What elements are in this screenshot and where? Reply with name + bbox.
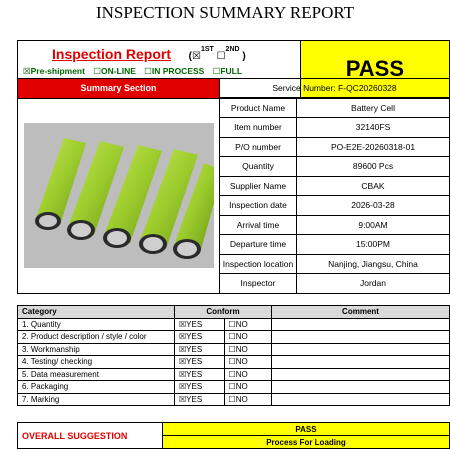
field-value: Nanjing, Jiangsu, China <box>297 254 450 274</box>
category-name: 5. Data measurement <box>18 368 175 381</box>
comment-cell[interactable] <box>272 318 450 331</box>
checked-box-icon: ☒ <box>179 319 187 329</box>
category-name: 7. Marking <box>18 393 175 406</box>
overall-suggestion <box>17 422 450 449</box>
page-title: INSPECTION SUMMARY REPORT <box>95 3 355 22</box>
yes-option[interactable]: ☒YES <box>175 343 225 356</box>
stage-pre-shipment[interactable]: ☒Pre-shipment <box>23 66 85 77</box>
field-value: PO-E2E-20260318-01 <box>297 137 450 157</box>
checked-box-icon: ☒ <box>179 394 187 404</box>
overall-note: Process For Loading <box>163 436 450 449</box>
conform-header: Conform <box>175 306 272 319</box>
yes-option[interactable]: ☒YES <box>175 356 225 369</box>
stage-in-process[interactable]: ☐IN PROCESS <box>144 66 205 77</box>
comment-cell[interactable] <box>272 381 450 394</box>
no-option[interactable]: ☐NO <box>224 343 271 356</box>
unchecked-box-icon: ☐ <box>228 357 236 367</box>
unchecked-box-icon: ☐ <box>93 67 101 77</box>
checked-box-icon: ☒ <box>179 382 187 392</box>
table-row <box>18 331 450 344</box>
comment-cell[interactable] <box>272 331 450 344</box>
no-option[interactable]: ☐NO <box>224 331 271 344</box>
no-option[interactable]: ☐NO <box>224 393 271 406</box>
category-name: 1. Quantity <box>18 318 175 331</box>
field-label: Item number <box>220 118 297 138</box>
unchecked-box-icon: ☐ <box>228 394 236 404</box>
checked-box-icon: ☒ <box>23 67 31 77</box>
round-2-label: 2ND <box>225 46 240 53</box>
unchecked-box-icon: ☐ <box>228 382 236 392</box>
field-label: Arrival time <box>220 215 297 235</box>
checked-box-icon: ☒ <box>179 344 187 354</box>
yes-option[interactable]: ☒YES <box>175 318 225 331</box>
table-row <box>18 318 450 331</box>
table-row <box>18 343 450 356</box>
product-photo <box>24 123 214 268</box>
field-label: Inspection location <box>220 254 297 274</box>
field-value: CBAK <box>297 176 450 196</box>
field-value: Jordan <box>297 274 450 294</box>
field-label: Quantity <box>220 157 297 177</box>
round-2-checkbox[interactable]: ☐ <box>216 51 226 62</box>
yes-option[interactable]: ☒YES <box>175 331 225 344</box>
table-row <box>18 381 450 394</box>
no-option[interactable]: ☐NO <box>224 368 271 381</box>
battery-cells-image <box>24 123 214 268</box>
unchecked-box-icon: ☐ <box>212 67 221 77</box>
field-value: 2026-03-28 <box>297 196 450 216</box>
comment-cell[interactable] <box>272 356 450 369</box>
comment-cell[interactable] <box>272 343 450 356</box>
unchecked-box-icon: ☐ <box>228 332 236 342</box>
field-value: 89600 Pcs <box>297 157 450 177</box>
comment-cell[interactable] <box>272 393 450 406</box>
yes-option[interactable]: ☒YES <box>175 368 225 381</box>
field-value: 32140FS <box>297 118 450 138</box>
field-label: Inspection date <box>220 196 297 216</box>
category-name: 6. Packaging <box>18 381 175 394</box>
stage-on-line[interactable]: ☐ON-LINE <box>93 66 136 77</box>
no-option[interactable]: ☐NO <box>224 381 271 394</box>
report-title-line <box>52 46 246 62</box>
summary-section-label: Summary Section <box>18 79 220 99</box>
field-label: Supplier Name <box>220 176 297 196</box>
overall-suggestion-label: OVERALL SUGGESTION <box>18 423 163 449</box>
field-value: Battery Cell <box>297 98 450 118</box>
category-name: 4. Testing/ checking <box>18 356 175 369</box>
field-value: 9:00AM <box>297 215 450 235</box>
table-row <box>18 393 450 406</box>
result-badge: PASS <box>300 41 449 98</box>
field-label: Departure time <box>220 235 297 255</box>
summary-table <box>17 78 450 294</box>
table-row <box>18 356 450 369</box>
checked-box-icon: ☒ <box>179 357 187 367</box>
checked-box-icon: ☒ <box>179 332 187 342</box>
round-1-checkbox[interactable]: ☒ <box>191 51 201 62</box>
yes-option[interactable]: ☒YES <box>175 381 225 394</box>
report-title: Inspection Report <box>52 46 172 62</box>
unchecked-box-icon: ☐ <box>228 319 236 329</box>
stage-full[interactable]: ☐FULL <box>212 66 243 77</box>
unchecked-box-icon: ☐ <box>228 344 236 354</box>
field-label: P/O number <box>220 137 297 157</box>
category-header: Category <box>18 306 175 319</box>
category-table <box>17 305 450 406</box>
field-value: 15:00PM <box>297 235 450 255</box>
no-option[interactable]: ☐NO <box>224 356 271 369</box>
table-row <box>18 368 450 381</box>
round-selector: (☒$^{1ST}$ ☐$^{2ND}$ ) <box>188 46 246 62</box>
category-name: 3. Workmanship <box>18 343 175 356</box>
comment-header: Comment <box>272 306 450 319</box>
field-label: Product Name <box>220 98 297 118</box>
stage-selector <box>23 66 248 77</box>
field-label: Inspector <box>220 274 297 294</box>
product-photo-cell <box>18 98 220 293</box>
round-1-label: 1ST <box>200 46 214 53</box>
no-option[interactable]: ☐NO <box>224 318 271 331</box>
category-name: 2. Product description / style / color <box>18 331 175 344</box>
unchecked-box-icon: ☐ <box>228 369 236 379</box>
overall-result: PASS <box>163 423 450 436</box>
unchecked-box-icon: ☐ <box>144 67 152 77</box>
yes-option[interactable]: ☒YES <box>175 393 225 406</box>
service-number: Service Number: F-QC20260328 <box>220 79 450 99</box>
comment-cell[interactable] <box>272 368 450 381</box>
checked-box-icon: ☒ <box>179 369 187 379</box>
